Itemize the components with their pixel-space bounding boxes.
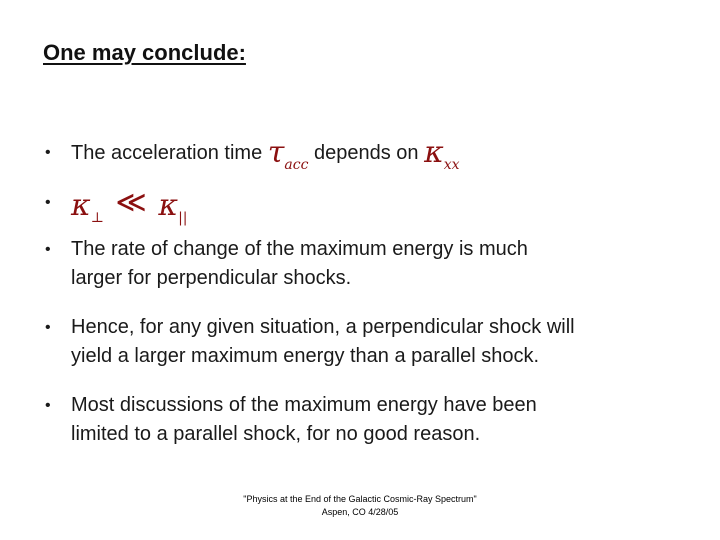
bullet-text-middle: depends on: [313, 142, 419, 164]
math-symbol-kappa: κ: [158, 188, 179, 223]
math-tau-acc: [267, 135, 309, 173]
bullet-line-2: limited to a parallel shock, for no good reason.: [71, 423, 481, 445]
bullet-text-before: The acceleration time: [71, 142, 263, 164]
math-kappa-xx: [424, 135, 460, 173]
bullet-line-1: Most discussions of the maximum energy have been: [71, 394, 537, 416]
bullet-marker: •: [45, 241, 51, 258]
bullet-text: [71, 135, 460, 180]
bullet-marker: •: [45, 319, 51, 336]
bullet-math: [71, 188, 188, 233]
bullet-text: [71, 313, 575, 371]
math-subscript-perp: ⊥: [90, 210, 104, 226]
math-subscript-acc: acc: [284, 157, 309, 173]
bullet-text: [71, 235, 528, 293]
bullet-line-2: yield a larger maximum energy than a parallel shock.: [71, 345, 539, 367]
math-much-less-than: ≪: [115, 186, 147, 219]
math-subscript-parallel: ||: [178, 210, 188, 226]
bullet-line-1: The rate of change of the maximum energy is much: [71, 238, 528, 260]
slide-title: One may conclude:: [43, 40, 246, 65]
bullet-marker: •: [45, 194, 51, 211]
bullet-marker: •: [45, 144, 51, 161]
math-subscript-xx: xx: [443, 157, 460, 173]
footer-line-2: Aspen, CO 4/28/05: [321, 507, 399, 517]
footer-line-1: "Physics at the End of the Galactic Cosmic-Ray Spectrum": [243, 494, 477, 504]
bullet-text: [71, 391, 537, 449]
bullet-line-2: larger for perpendicular shocks.: [71, 267, 352, 289]
bullet-marker: •: [45, 397, 51, 414]
bullet-line-1: Hence, for any given situation, a perpendicular shock will: [71, 316, 575, 338]
math-symbol-kappa: κ: [71, 188, 91, 223]
math-symbol-tau: τ: [267, 135, 285, 170]
math-symbol-kappa: κ: [424, 135, 444, 170]
math-kappa-perp: [71, 188, 104, 226]
math-kappa-parallel: [158, 188, 188, 226]
slide-footer: [0, 493, 720, 519]
